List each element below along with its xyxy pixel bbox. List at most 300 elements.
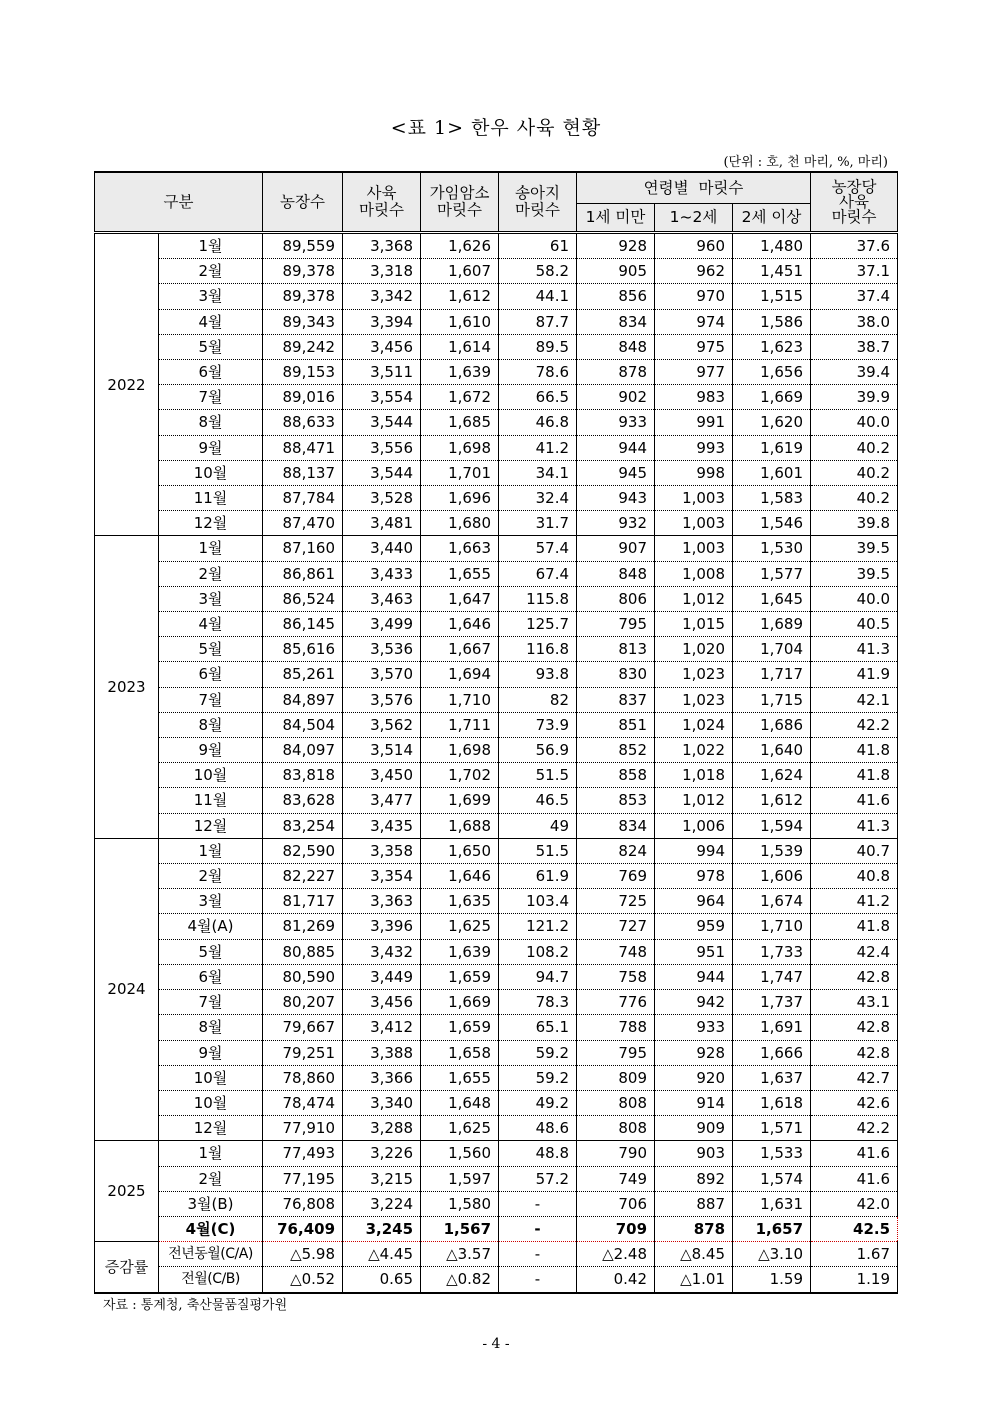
cell-value: 933 bbox=[655, 1015, 733, 1040]
cell-value: 40.2 bbox=[811, 435, 898, 460]
cell-value: 1,020 bbox=[655, 637, 733, 662]
month-label: 4월 bbox=[159, 612, 263, 637]
cell-value: 795 bbox=[577, 1040, 655, 1065]
cell-value: 1,024 bbox=[655, 712, 733, 737]
cell-value: 1,639 bbox=[421, 939, 499, 964]
cell-value: 3,224 bbox=[343, 1191, 421, 1216]
table-row bbox=[95, 637, 898, 662]
table-row bbox=[95, 1040, 898, 1065]
cell-value: 1,669 bbox=[421, 990, 499, 1015]
cell-value: 42.2 bbox=[811, 1116, 898, 1141]
cell-value: 84,097 bbox=[263, 738, 343, 763]
cell-value: 758 bbox=[577, 964, 655, 989]
cell-value: 907 bbox=[577, 536, 655, 561]
cell-value: 42.8 bbox=[811, 1040, 898, 1065]
header-raised-line2: 마릿수 bbox=[359, 201, 404, 219]
table-row bbox=[95, 939, 898, 964]
month-label: 6월 bbox=[159, 964, 263, 989]
cell-value: 89,378 bbox=[263, 284, 343, 309]
cell-value: 3,363 bbox=[343, 889, 421, 914]
change-row bbox=[95, 1267, 898, 1293]
cell-value: 748 bbox=[577, 939, 655, 964]
table-row bbox=[95, 738, 898, 763]
month-label: 3월(B) bbox=[159, 1191, 263, 1216]
cell-value: 852 bbox=[577, 738, 655, 763]
cell-value: 1,586 bbox=[733, 309, 811, 334]
header-fertile bbox=[421, 172, 499, 233]
table-row bbox=[95, 460, 898, 485]
month-label: 10월 bbox=[159, 763, 263, 788]
cell-value: 1,008 bbox=[655, 561, 733, 586]
table-row bbox=[95, 964, 898, 989]
cell-value: 1,539 bbox=[733, 838, 811, 863]
cell-value: 37.4 bbox=[811, 284, 898, 309]
cell-value: 905 bbox=[577, 259, 655, 284]
cell-value: 0.65 bbox=[343, 1267, 421, 1293]
cell-value: 1,685 bbox=[421, 410, 499, 435]
month-label: 7월 bbox=[159, 385, 263, 410]
table-row bbox=[95, 838, 898, 863]
cell-value: 1,614 bbox=[421, 334, 499, 359]
cell-value: 1,737 bbox=[733, 990, 811, 1015]
cell-value: 3,388 bbox=[343, 1040, 421, 1065]
cell-value: 41.8 bbox=[811, 914, 898, 939]
month-label: 4월(C) bbox=[159, 1216, 263, 1241]
month-label: 8월 bbox=[159, 410, 263, 435]
cell-value: 3,456 bbox=[343, 334, 421, 359]
cell-value: △0.52 bbox=[263, 1267, 343, 1293]
cell-value: 1,560 bbox=[421, 1141, 499, 1166]
cell-value: 41.8 bbox=[811, 738, 898, 763]
cell-value: 103.4 bbox=[499, 889, 577, 914]
cell-value: 1.67 bbox=[811, 1242, 898, 1267]
cell-value: 1,686 bbox=[733, 712, 811, 737]
cell-value: 86,145 bbox=[263, 612, 343, 637]
month-label: 1월 bbox=[159, 233, 263, 259]
cell-value: 806 bbox=[577, 586, 655, 611]
cell-value: 878 bbox=[577, 360, 655, 385]
cell-value: 37.1 bbox=[811, 259, 898, 284]
cell-value: 993 bbox=[655, 435, 733, 460]
cell-value: 1,711 bbox=[421, 712, 499, 737]
cell-value: 82,227 bbox=[263, 864, 343, 889]
cell-value: 1,646 bbox=[421, 864, 499, 889]
month-label: 1월 bbox=[159, 1141, 263, 1166]
cell-value: 37.6 bbox=[811, 233, 898, 259]
cell-value: 3,544 bbox=[343, 460, 421, 485]
table-row bbox=[95, 889, 898, 914]
cell-value: 1,533 bbox=[733, 1141, 811, 1166]
header-fertile-line2: 마릿수 bbox=[437, 201, 482, 219]
cell-value: △2.48 bbox=[577, 1242, 655, 1267]
cell-value: 3,536 bbox=[343, 637, 421, 662]
cell-value: 1,571 bbox=[733, 1116, 811, 1141]
cell-value: 1,680 bbox=[421, 511, 499, 536]
hanwoo-table bbox=[94, 171, 898, 1294]
header-by-age: 연령별 마릿수 bbox=[577, 172, 811, 204]
cell-value: 88,471 bbox=[263, 435, 343, 460]
cell-value: 89,016 bbox=[263, 385, 343, 410]
month-label: 11월 bbox=[159, 486, 263, 511]
table-row bbox=[95, 914, 898, 939]
cell-value: 1,691 bbox=[733, 1015, 811, 1040]
cell-value: 1,583 bbox=[733, 486, 811, 511]
table-row bbox=[95, 1141, 898, 1166]
cell-value: 1,620 bbox=[733, 410, 811, 435]
cell-value: 41.8 bbox=[811, 763, 898, 788]
cell-value: 962 bbox=[655, 259, 733, 284]
table-row bbox=[95, 385, 898, 410]
cell-value: 1,618 bbox=[733, 1090, 811, 1115]
cell-value: 1,530 bbox=[733, 536, 811, 561]
cell-value: 41.6 bbox=[811, 1141, 898, 1166]
month-label: 8월 bbox=[159, 1015, 263, 1040]
cell-value: 1,003 bbox=[655, 486, 733, 511]
table-row bbox=[95, 788, 898, 813]
cell-value: 1,717 bbox=[733, 662, 811, 687]
month-label: 9월 bbox=[159, 435, 263, 460]
cell-value: 89.5 bbox=[499, 334, 577, 359]
cell-value: 942 bbox=[655, 990, 733, 1015]
cell-value: 1,631 bbox=[733, 1191, 811, 1216]
cell-value: 85,261 bbox=[263, 662, 343, 687]
cell-value: 93.8 bbox=[499, 662, 577, 687]
cell-value: 892 bbox=[655, 1166, 733, 1191]
cell-value: 1,567 bbox=[421, 1216, 499, 1241]
cell-value: 903 bbox=[655, 1141, 733, 1166]
table-row bbox=[95, 662, 898, 687]
cell-value: 1,612 bbox=[733, 788, 811, 813]
table-row bbox=[95, 309, 898, 334]
cell-value: 1,625 bbox=[421, 1116, 499, 1141]
cell-value: 808 bbox=[577, 1090, 655, 1115]
cell-value: 3,215 bbox=[343, 1166, 421, 1191]
cell-value: 73.9 bbox=[499, 712, 577, 737]
cell-value: 933 bbox=[577, 410, 655, 435]
month-label: 10월 bbox=[159, 1090, 263, 1115]
cell-value: 1,674 bbox=[733, 889, 811, 914]
cell-value: 858 bbox=[577, 763, 655, 788]
cell-value: 59.2 bbox=[499, 1065, 577, 1090]
cell-value: 978 bbox=[655, 864, 733, 889]
cell-value: 1,610 bbox=[421, 309, 499, 334]
cell-value: 1,619 bbox=[733, 435, 811, 460]
cell-value: 983 bbox=[655, 385, 733, 410]
cell-value: 3,499 bbox=[343, 612, 421, 637]
cell-value: 32.4 bbox=[499, 486, 577, 511]
month-label: 10월 bbox=[159, 1065, 263, 1090]
cell-value: 1,659 bbox=[421, 964, 499, 989]
cell-value: 1,650 bbox=[421, 838, 499, 863]
cell-value: 41.6 bbox=[811, 1166, 898, 1191]
month-label: 10월 bbox=[159, 460, 263, 485]
cell-value: 41.2 bbox=[499, 435, 577, 460]
source-note: 자료 : 통계청, 축산물품질평가원 bbox=[103, 1298, 288, 1313]
change-row-label: 전월(C/B) bbox=[159, 1267, 263, 1293]
cell-value: 78,860 bbox=[263, 1065, 343, 1090]
cell-value: 3,288 bbox=[343, 1116, 421, 1141]
cell-value: 932 bbox=[577, 511, 655, 536]
cell-value: 1,699 bbox=[421, 788, 499, 813]
cell-value: 1,480 bbox=[733, 233, 811, 259]
cell-value: 809 bbox=[577, 1065, 655, 1090]
table-row bbox=[95, 561, 898, 586]
cell-value: 40.5 bbox=[811, 612, 898, 637]
month-label: 6월 bbox=[159, 662, 263, 687]
cell-value: 1,696 bbox=[421, 486, 499, 511]
cell-value: 830 bbox=[577, 662, 655, 687]
cell-value: 87,470 bbox=[263, 511, 343, 536]
cell-value: 837 bbox=[577, 687, 655, 712]
table-row bbox=[95, 1191, 898, 1216]
cell-value: 944 bbox=[655, 964, 733, 989]
cell-value: 84,504 bbox=[263, 712, 343, 737]
cell-value: 58.2 bbox=[499, 259, 577, 284]
cell-value: 1,701 bbox=[421, 460, 499, 485]
cell-value: 40.0 bbox=[811, 586, 898, 611]
table-row bbox=[95, 1065, 898, 1090]
cell-value: 920 bbox=[655, 1065, 733, 1090]
cell-value: 1,710 bbox=[421, 687, 499, 712]
cell-value: 1,577 bbox=[733, 561, 811, 586]
header-fertile-line1: 가임암소 bbox=[429, 184, 490, 202]
header-age-over2: 2세 이상 bbox=[733, 204, 811, 233]
cell-value: 853 bbox=[577, 788, 655, 813]
month-label: 7월 bbox=[159, 990, 263, 1015]
cell-value: △3.57 bbox=[421, 1242, 499, 1267]
cell-value: 3,432 bbox=[343, 939, 421, 964]
table-row bbox=[95, 284, 898, 309]
cell-value: 1.59 bbox=[733, 1267, 811, 1293]
cell-value: 67.4 bbox=[499, 561, 577, 586]
cell-value: 3,358 bbox=[343, 838, 421, 863]
cell-value: 0.42 bbox=[577, 1267, 655, 1293]
cell-value: 706 bbox=[577, 1191, 655, 1216]
cell-value: 1,451 bbox=[733, 259, 811, 284]
cell-value: 813 bbox=[577, 637, 655, 662]
header-category: 구분 bbox=[95, 172, 263, 233]
cell-value: 3,354 bbox=[343, 864, 421, 889]
cell-value: 1,003 bbox=[655, 511, 733, 536]
cell-value: 1,698 bbox=[421, 435, 499, 460]
cell-value: 66.5 bbox=[499, 385, 577, 410]
cell-value: 40.0 bbox=[811, 410, 898, 435]
cell-value: 39.4 bbox=[811, 360, 898, 385]
cell-value: 834 bbox=[577, 309, 655, 334]
cell-value: 83,818 bbox=[263, 763, 343, 788]
cell-value: 1,694 bbox=[421, 662, 499, 687]
cell-value: 1,597 bbox=[421, 1166, 499, 1191]
cell-value: 83,628 bbox=[263, 788, 343, 813]
header-per-farm-line3: 마릿수 bbox=[831, 207, 877, 226]
table-row bbox=[95, 536, 898, 561]
cell-value: 1,015 bbox=[655, 612, 733, 637]
cell-value: 77,910 bbox=[263, 1116, 343, 1141]
year-label: 2023 bbox=[95, 536, 159, 838]
cell-value: 1,018 bbox=[655, 763, 733, 788]
cell-value: 88,137 bbox=[263, 460, 343, 485]
cell-value: 3,456 bbox=[343, 990, 421, 1015]
cell-value: 88,633 bbox=[263, 410, 343, 435]
cell-value: 49 bbox=[499, 813, 577, 838]
cell-value: 1,640 bbox=[733, 738, 811, 763]
month-label: 2월 bbox=[159, 259, 263, 284]
month-label: 2월 bbox=[159, 561, 263, 586]
cell-value: 41.3 bbox=[811, 637, 898, 662]
cell-value: 76,808 bbox=[263, 1191, 343, 1216]
cell-value: 1,688 bbox=[421, 813, 499, 838]
cell-value: 964 bbox=[655, 889, 733, 914]
cell-value: 87.7 bbox=[499, 309, 577, 334]
cell-value: 1,704 bbox=[733, 637, 811, 662]
cell-value: 39.8 bbox=[811, 511, 898, 536]
cell-value: 998 bbox=[655, 460, 733, 485]
header-raised bbox=[343, 172, 421, 233]
cell-value: 48.6 bbox=[499, 1116, 577, 1141]
month-label: 3월 bbox=[159, 284, 263, 309]
cell-value: 1,635 bbox=[421, 889, 499, 914]
cell-value: 3,368 bbox=[343, 233, 421, 259]
month-label: 12월 bbox=[159, 813, 263, 838]
month-label: 6월 bbox=[159, 360, 263, 385]
table-row bbox=[95, 586, 898, 611]
header-farms: 농장수 bbox=[263, 172, 343, 233]
cell-value: 824 bbox=[577, 838, 655, 863]
cell-value: 1,663 bbox=[421, 536, 499, 561]
cell-value: 44.1 bbox=[499, 284, 577, 309]
cell-value: 42.8 bbox=[811, 1015, 898, 1040]
table-row bbox=[95, 763, 898, 788]
cell-value: 909 bbox=[655, 1116, 733, 1141]
cell-value: 49.2 bbox=[499, 1090, 577, 1115]
month-label: 11월 bbox=[159, 788, 263, 813]
month-label: 5월 bbox=[159, 334, 263, 359]
cell-value: 78,474 bbox=[263, 1090, 343, 1115]
cell-value: 82,590 bbox=[263, 838, 343, 863]
cell-value: 41.2 bbox=[811, 889, 898, 914]
month-label: 5월 bbox=[159, 637, 263, 662]
month-label: 3월 bbox=[159, 889, 263, 914]
cell-value: 59.2 bbox=[499, 1040, 577, 1065]
cell-value: 80,885 bbox=[263, 939, 343, 964]
header-per-farm-line2: 사육 bbox=[839, 192, 869, 211]
header-calves-line1: 송아지 bbox=[515, 184, 560, 202]
month-label: 9월 bbox=[159, 738, 263, 763]
month-label: 3월 bbox=[159, 586, 263, 611]
cell-value: 1,733 bbox=[733, 939, 811, 964]
cell-value: 1,672 bbox=[421, 385, 499, 410]
month-label: 12월 bbox=[159, 1116, 263, 1141]
cell-value: 1,580 bbox=[421, 1191, 499, 1216]
cell-value: 57.4 bbox=[499, 536, 577, 561]
cell-value: 3,562 bbox=[343, 712, 421, 737]
cell-value: 788 bbox=[577, 1015, 655, 1040]
cell-value: 994 bbox=[655, 838, 733, 863]
cell-value: 51.5 bbox=[499, 838, 577, 863]
header-calves-line2: 마릿수 bbox=[515, 201, 560, 219]
cell-value: 3,514 bbox=[343, 738, 421, 763]
cell-value: 3,576 bbox=[343, 687, 421, 712]
table-row bbox=[95, 712, 898, 737]
cell-value: 89,343 bbox=[263, 309, 343, 334]
cell-value: 3,463 bbox=[343, 586, 421, 611]
cell-value: 974 bbox=[655, 309, 733, 334]
cell-value: 1,637 bbox=[733, 1065, 811, 1090]
page-number: - 4 - bbox=[482, 1336, 510, 1352]
cell-value: 77,195 bbox=[263, 1166, 343, 1191]
cell-value: 795 bbox=[577, 612, 655, 637]
cell-value: 40.2 bbox=[811, 486, 898, 511]
cell-value: 1,023 bbox=[655, 662, 733, 687]
cell-value: - bbox=[499, 1242, 577, 1267]
cell-value: 3,435 bbox=[343, 813, 421, 838]
cell-value: 944 bbox=[577, 435, 655, 460]
cell-value: 79,251 bbox=[263, 1040, 343, 1065]
cell-value: 31.7 bbox=[499, 511, 577, 536]
cell-value: 1,607 bbox=[421, 259, 499, 284]
cell-value: 1,648 bbox=[421, 1090, 499, 1115]
cell-value: 834 bbox=[577, 813, 655, 838]
cell-value: 3,570 bbox=[343, 662, 421, 687]
cell-value: 3,556 bbox=[343, 435, 421, 460]
cell-value: 1,012 bbox=[655, 788, 733, 813]
cell-value: △8.45 bbox=[655, 1242, 733, 1267]
cell-value: 1,655 bbox=[421, 1065, 499, 1090]
cell-value: 94.7 bbox=[499, 964, 577, 989]
change-row-label: 전년동월(C/A) bbox=[159, 1242, 263, 1267]
header-per-farm-line1: 농장당 bbox=[831, 177, 877, 196]
cell-value: 776 bbox=[577, 990, 655, 1015]
cell-value: 1,023 bbox=[655, 687, 733, 712]
cell-value: 1,606 bbox=[733, 864, 811, 889]
cell-value: 76,409 bbox=[263, 1216, 343, 1241]
cell-value: 41.9 bbox=[811, 662, 898, 687]
cell-value: 902 bbox=[577, 385, 655, 410]
cell-value: △5.98 bbox=[263, 1242, 343, 1267]
cell-value: 46.5 bbox=[499, 788, 577, 813]
change-row bbox=[95, 1242, 898, 1267]
cell-value: 1,639 bbox=[421, 360, 499, 385]
month-label: 1월 bbox=[159, 536, 263, 561]
month-label: 1월 bbox=[159, 838, 263, 863]
cell-value: 970 bbox=[655, 284, 733, 309]
cell-value: 38.7 bbox=[811, 334, 898, 359]
header-raised-line1: 사육 bbox=[366, 184, 397, 202]
cell-value: 943 bbox=[577, 486, 655, 511]
cell-value: 3,554 bbox=[343, 385, 421, 410]
cell-value: 1,623 bbox=[733, 334, 811, 359]
cell-value: 1,012 bbox=[655, 586, 733, 611]
cell-value: 57.2 bbox=[499, 1166, 577, 1191]
cell-value: 3,481 bbox=[343, 511, 421, 536]
cell-value: 975 bbox=[655, 334, 733, 359]
table-row bbox=[95, 864, 898, 889]
table-row bbox=[95, 511, 898, 536]
cell-value: 3,366 bbox=[343, 1065, 421, 1090]
cell-value: 46.8 bbox=[499, 410, 577, 435]
table-row bbox=[95, 687, 898, 712]
cell-value: 86,524 bbox=[263, 586, 343, 611]
cell-value: 125.7 bbox=[499, 612, 577, 637]
table-row bbox=[95, 1216, 898, 1241]
cell-value: 39.5 bbox=[811, 561, 898, 586]
cell-value: 1,710 bbox=[733, 914, 811, 939]
table-row bbox=[95, 1015, 898, 1040]
cell-value: 89,559 bbox=[263, 233, 343, 259]
month-label: 4월 bbox=[159, 309, 263, 334]
month-label: 5월 bbox=[159, 939, 263, 964]
cell-value: 928 bbox=[577, 233, 655, 259]
